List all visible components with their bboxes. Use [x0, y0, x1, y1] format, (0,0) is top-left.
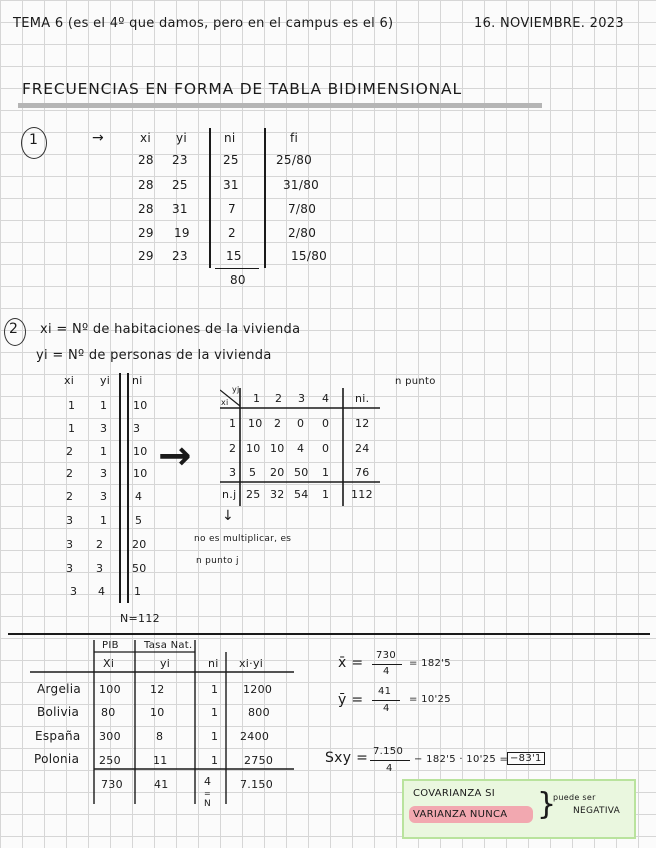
ex2-number: 2	[9, 321, 19, 337]
ex1-cell: 31	[223, 178, 239, 192]
ex1-total: 80	[230, 273, 246, 287]
ex3-head-yi: yi	[160, 657, 171, 670]
page-title: FRECUENCIAS EN FORMA DE TABLA BIDIMENSIONAL	[22, 80, 462, 98]
ex2-list-cell: 3	[100, 467, 108, 480]
country: Polonia	[34, 752, 80, 766]
ex1-divider-1	[209, 128, 211, 268]
ex2-list-cell: 2	[66, 467, 74, 480]
ex3-head-xi: Xi	[103, 657, 115, 670]
note-covarianza: COVARIANZA SI	[413, 788, 496, 799]
brace-icon: }	[537, 787, 557, 822]
nj-cell: 25	[246, 488, 261, 501]
ex1-cell: 29	[138, 249, 154, 263]
ex1-cell: 28	[138, 202, 154, 216]
ex2-list-cell: 1	[100, 445, 108, 458]
sxy-result-box: −83'1	[507, 752, 545, 765]
ex2-list-cell: 5	[135, 514, 143, 527]
ex3-head-xiyi: xi·yi	[239, 657, 264, 670]
ex1-cell: 31	[172, 202, 188, 216]
contingency-cell: 0	[297, 417, 305, 430]
contingency-cell: 0	[322, 417, 330, 430]
ex2-divider-2	[127, 373, 129, 603]
ex2-list-cell: 3	[66, 514, 74, 527]
ex2-list-cell: 1	[68, 399, 76, 412]
xbar-numerator: 730	[376, 650, 396, 661]
col-head: 2	[275, 392, 283, 405]
down-arrow-icon: ↓	[222, 508, 235, 524]
ex2-list-cell: 10	[133, 467, 148, 480]
section-separator	[8, 633, 650, 635]
corner-xi: xi	[221, 398, 229, 407]
ex2-list-cell: 4	[135, 490, 143, 503]
ex1-cell: 7/80	[288, 202, 317, 216]
ex3-cell: 80	[101, 706, 116, 719]
ex3-cell: 12	[150, 683, 165, 696]
ex2-list-cell: 3	[70, 585, 78, 598]
contingency-cell: 0	[322, 442, 330, 455]
ex2-list-cell: 4	[98, 585, 106, 598]
ex3-cell: 1	[211, 706, 219, 719]
contingency-cell: 2	[229, 442, 237, 455]
ex3-cell: 1	[211, 730, 219, 743]
ex1-cell: 31/80	[283, 178, 320, 192]
ex2-list-cell: 10	[133, 445, 148, 458]
ex1-cell: 25	[223, 153, 239, 167]
note-line-2: n punto j	[196, 556, 239, 566]
ex3-cell: 10	[150, 706, 165, 719]
ex2-def-x: xi = Nº de habitaciones de la vivienda	[40, 322, 301, 337]
ex1-cell: 23	[172, 153, 188, 167]
ex1-cell: 28	[138, 178, 154, 192]
ex2-list-cell: 3	[100, 490, 108, 503]
ex3-cell: 250	[99, 754, 121, 767]
ex2-list-cell: 2	[66, 490, 74, 503]
nj-cell: 1	[322, 488, 330, 501]
ex3-cell: 2750	[244, 754, 274, 767]
ex2-list-cell: 3	[100, 422, 108, 435]
ex1-arrow: →	[92, 130, 105, 146]
ex2-list-cell: 50	[132, 562, 147, 575]
ex3-total: 730	[101, 778, 123, 791]
note-negativa: NEGATIVA	[573, 806, 621, 816]
country: Argelia	[37, 682, 82, 696]
ex2-head-ni: ni	[132, 374, 143, 387]
fraction-bar	[372, 664, 402, 665]
contingency-cell: 2	[274, 417, 282, 430]
ex1-cell: 19	[174, 226, 190, 240]
contingency-cell: 10	[246, 442, 261, 455]
contingency-cell: 50	[294, 466, 309, 479]
contingency-cell: 10	[270, 442, 285, 455]
ex1-cell: 23	[172, 249, 188, 263]
ex2-list-cell: 2	[96, 538, 104, 551]
ex3-total: 4	[204, 775, 212, 788]
ex1-cell: 29	[138, 226, 154, 240]
ybar-denominator: 4	[383, 703, 390, 714]
ex2-list-cell: 1	[134, 585, 142, 598]
contingency-cell: 1	[322, 466, 330, 479]
ni-dot-head: ni.	[355, 392, 370, 405]
corner-yj: yj	[232, 385, 240, 394]
ex2-list-cell: 3	[66, 562, 74, 575]
ex2-list-cell: 3	[66, 538, 74, 551]
tema-header: TEMA 6 (es el 4º que damos, pero en el campus es el 6)	[13, 16, 394, 31]
fraction-bar	[372, 700, 400, 701]
ex1-total-line	[215, 268, 259, 269]
note-varianza: VARIANZA NUNCA	[413, 809, 508, 820]
contingency-cell: 24	[355, 442, 370, 455]
date: 16. NOVIEMBRE. 2023	[474, 16, 624, 31]
ex2-list-cell: 2	[66, 445, 74, 458]
note-line-1: no es multiplicar, es	[194, 534, 292, 544]
ex2-head-yi: yi	[100, 374, 111, 387]
ex2-def-y: yi = Nº de personas de la vivienda	[36, 348, 272, 363]
col-head: 3	[298, 392, 306, 405]
ex3-cell: 1	[211, 754, 219, 767]
ex3-cell: 2400	[240, 730, 270, 743]
ex1-cell: 25/80	[276, 153, 313, 167]
ex1-divider-2	[264, 128, 266, 268]
contingency-cell: 10	[248, 417, 263, 430]
sxy-numerator: 7.150	[373, 746, 404, 757]
tasa-label: Tasa Nat.	[144, 640, 193, 651]
col-head: 4	[322, 392, 330, 405]
contingency-cell: 4	[297, 442, 305, 455]
contingency-cell: 12	[355, 417, 370, 430]
country: Bolivia	[37, 705, 80, 719]
ex3-total: 41	[154, 778, 169, 791]
ex2-list-cell: 3	[96, 562, 104, 575]
ex1-cell: 2	[228, 226, 236, 240]
eq-sign: =	[204, 789, 212, 798]
ybar-numerator: 41	[378, 686, 392, 697]
ex3-head-ni: ni	[208, 657, 219, 670]
nj-cell: 112	[351, 488, 373, 501]
ex1-number: 1	[29, 132, 39, 148]
ex1-cell: 7	[228, 202, 236, 216]
sxy-label: Sxy =	[325, 750, 369, 766]
sxy-denominator: 4	[386, 763, 393, 774]
ex3-cell: 8	[156, 730, 164, 743]
country: España	[35, 729, 81, 743]
ybar-result: = 10'25	[409, 694, 451, 705]
ex1-head-ni: ni	[224, 131, 236, 145]
ex3-cell: 800	[248, 706, 270, 719]
ex3-cell: 11	[153, 754, 168, 767]
ex2-list-cell: 20	[132, 538, 147, 551]
ex3-cell: 300	[99, 730, 121, 743]
xbar-denominator: 4	[383, 666, 390, 677]
ex1-head-fi: fi	[290, 131, 299, 145]
big-arrow-icon: →	[158, 433, 192, 479]
sxy-rest: − 182'5 · 10'25 =	[414, 754, 509, 765]
ex3-cell: 1200	[243, 683, 273, 696]
ex2-list-cell: 3	[133, 422, 141, 435]
ex2-divider-1	[119, 373, 121, 603]
pib-label: PIB	[102, 640, 119, 651]
ex1-head-xi: xi	[140, 131, 152, 145]
contingency-cell: 5	[249, 466, 257, 479]
ex1-cell: 25	[172, 178, 188, 192]
n-punto-label: n punto	[395, 376, 436, 387]
ex3-cell: 1	[211, 683, 219, 696]
ex1-cell: 15/80	[291, 249, 328, 263]
fraction-bar	[370, 760, 410, 761]
ex1-cell: 2/80	[288, 226, 317, 240]
ex2-list-cell: 10	[133, 399, 148, 412]
ex3-n-symbol: N	[204, 799, 212, 809]
xbar-label: x̄ =	[338, 655, 364, 671]
ex2-total-N: N=112	[120, 612, 160, 625]
xbar-result: = 182'5	[409, 658, 451, 669]
contingency-cell: 20	[270, 466, 285, 479]
contingency-cell: 3	[229, 466, 237, 479]
title-underline	[18, 103, 542, 108]
ex3-cell: 100	[99, 683, 121, 696]
col-head: 1	[253, 392, 261, 405]
ex1-head-yi: yi	[176, 131, 188, 145]
ybar-label: ȳ =	[338, 692, 364, 708]
nj-cell: 32	[270, 488, 285, 501]
ex3-total: 7.150	[240, 778, 273, 791]
ex2-list-cell: 1	[68, 422, 76, 435]
ex1-cell: 15	[226, 249, 242, 263]
ex1-cell: 28	[138, 153, 154, 167]
nj-label: n.j	[222, 488, 237, 501]
ex2-list-cell: 1	[100, 399, 108, 412]
note-puede-ser: puede ser	[553, 793, 596, 802]
ex2-list-cell: 1	[100, 514, 108, 527]
contingency-cell: 76	[355, 466, 370, 479]
ex2-head-xi: xi	[64, 374, 75, 387]
contingency-cell: 1	[229, 417, 237, 430]
nj-cell: 54	[294, 488, 309, 501]
